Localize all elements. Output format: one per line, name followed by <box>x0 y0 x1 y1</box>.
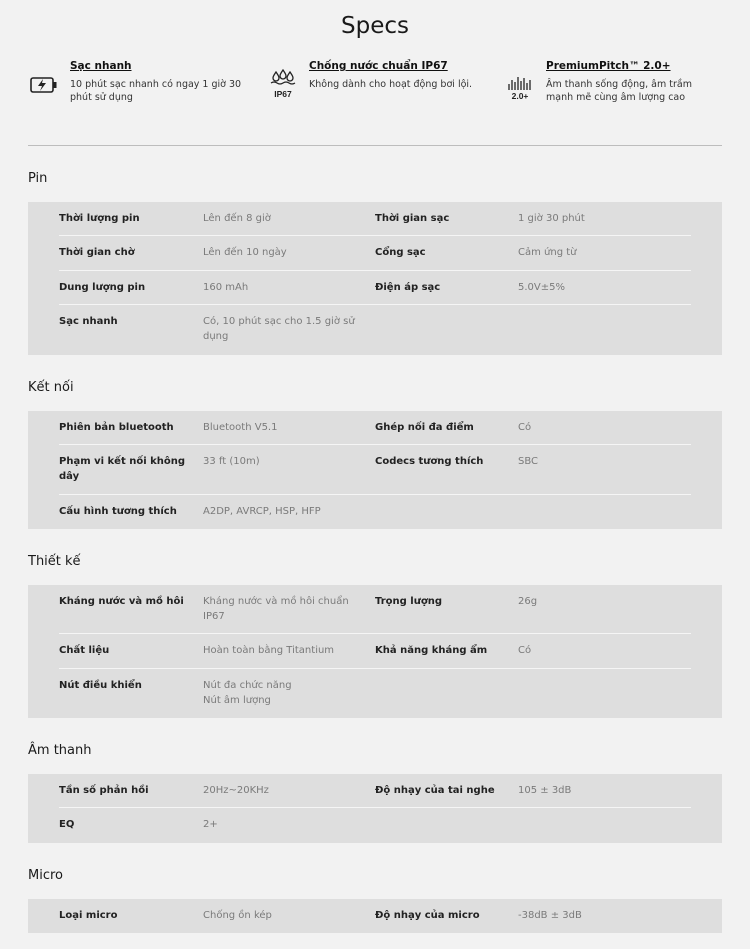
spec-label: Loại micro <box>59 910 118 921</box>
spec-label: Cổng sạc <box>375 247 426 258</box>
table-row <box>59 899 691 933</box>
spec-value: Chống ồn kép <box>203 910 272 921</box>
page-title: Specs <box>341 13 409 39</box>
spec-label: EQ <box>59 819 75 830</box>
spec-label: Chất liệu <box>59 645 110 656</box>
premium-pitch-icon <box>504 68 536 102</box>
spec-value: A2DP, AVRCP, HSP, HFP <box>203 506 321 517</box>
spec-label: Thời gian chờ <box>59 247 135 258</box>
feature-description: Không dành cho hoạt động bơi lội. <box>309 79 473 90</box>
spec-label: Kháng nước và mồ hôi <box>59 596 184 607</box>
feature-description: 10 phút sạc nhanh có ngay 1 giờ 30 phút sử dụng <box>70 79 242 103</box>
feature-title[interactable]: Chống nước chuẩn IP67 <box>309 60 448 72</box>
spec-value: Lên đến 8 giờ <box>203 213 271 224</box>
table-row <box>59 236 691 271</box>
spec-label: Độ nhạy của tai nghe <box>375 785 495 796</box>
spec-label: Thời lượng pin <box>59 213 140 224</box>
section-title-micro: Micro <box>28 868 63 883</box>
spec-label: Ghép nối đa điểm <box>375 422 474 433</box>
spec-value: 5.0V±5% <box>518 282 565 293</box>
spec-label: Sạc nhanh <box>59 316 118 327</box>
table-row <box>59 411 691 445</box>
spec-table-ket-noi <box>28 411 722 529</box>
spec-value: Có, 10 phút sạc cho 1.5 giờ sử dụng <box>203 316 355 342</box>
table-row <box>59 585 691 634</box>
spec-value: Có <box>518 422 532 433</box>
feature-highlights <box>28 60 722 120</box>
table-row <box>59 669 691 718</box>
spec-label: Điện áp sạc <box>375 282 441 293</box>
spec-label: Độ nhạy của micro <box>375 910 480 921</box>
feature-fast-charge <box>28 60 258 104</box>
table-row <box>59 634 691 669</box>
fast-charge-icon <box>28 68 60 102</box>
feature-premium-pitch <box>504 60 722 104</box>
spec-value: -38dB ± 3dB <box>518 910 582 921</box>
section-title-pin: Pin <box>28 171 48 186</box>
feature-title[interactable]: Sạc nhanh <box>70 60 132 72</box>
table-row <box>59 774 691 808</box>
spec-label: Dung lượng pin <box>59 282 146 293</box>
spec-label: Khả năng kháng ẩm <box>375 645 488 656</box>
spec-table-pin <box>28 202 722 355</box>
spec-label: Cấu hình tương thích <box>59 506 177 517</box>
feature-title[interactable]: PremiumPitch™ 2.0+ <box>546 60 671 72</box>
spec-label: Trọng lượng <box>375 596 442 607</box>
spec-label: Nút điều khiển <box>59 680 142 691</box>
spec-value: Kháng nước và mồ hôi chuẩn IP67 <box>203 596 349 622</box>
table-row <box>59 808 691 843</box>
spec-value: 2+ <box>203 819 218 830</box>
spec-value: 160 mAh <box>203 282 249 293</box>
feature-description: Âm thanh sống động, âm trầm mạnh mẽ cùng âm lượng cao <box>546 79 692 103</box>
section-title-thiet-ke: Thiết kế <box>28 554 81 569</box>
spec-value: Có <box>518 645 532 656</box>
spec-value: Bluetooth V5.1 <box>203 422 278 433</box>
spec-value: Cảm ứng từ <box>518 247 577 258</box>
ip67-icon <box>267 68 299 102</box>
table-row <box>59 202 691 236</box>
spec-label: Tần số phản hồi <box>59 785 149 796</box>
spec-table-thiet-ke <box>28 585 722 718</box>
table-row <box>59 495 691 529</box>
divider <box>28 145 722 146</box>
spec-label: Thời gian sạc <box>375 213 450 224</box>
table-row <box>59 445 691 495</box>
spec-table-am-thanh <box>28 774 722 843</box>
spec-table-micro <box>28 899 722 933</box>
spec-label: Codecs tương thích <box>375 456 484 467</box>
spec-value: Nút đa chức năng Nút âm lượng <box>203 680 292 706</box>
spec-value: SBC <box>518 456 539 467</box>
spec-label: Phiên bản bluetooth <box>59 422 174 433</box>
svg-text:IP67: IP67 <box>274 89 292 99</box>
table-row <box>59 271 691 305</box>
spec-value: Lên đến 10 ngày <box>203 247 287 258</box>
spec-value: 33 ft (10m) <box>203 456 260 467</box>
feature-waterproof <box>267 60 487 102</box>
spec-value: 26g <box>518 596 538 607</box>
spec-value: 105 ± 3dB <box>518 785 572 796</box>
table-row <box>59 305 691 355</box>
spec-value: 20Hz~20KHz <box>203 785 269 796</box>
spec-value: 1 giờ 30 phút <box>518 213 585 224</box>
spec-value: Hoàn toàn bằng Titantium <box>203 645 335 656</box>
spec-label: Phạm vi kết nối không dây <box>59 456 186 482</box>
section-title-ket-noi: Kết nối <box>28 380 74 395</box>
section-title-am-thanh: Âm thanh <box>28 743 92 758</box>
svg-text:2.0+: 2.0+ <box>511 91 529 101</box>
